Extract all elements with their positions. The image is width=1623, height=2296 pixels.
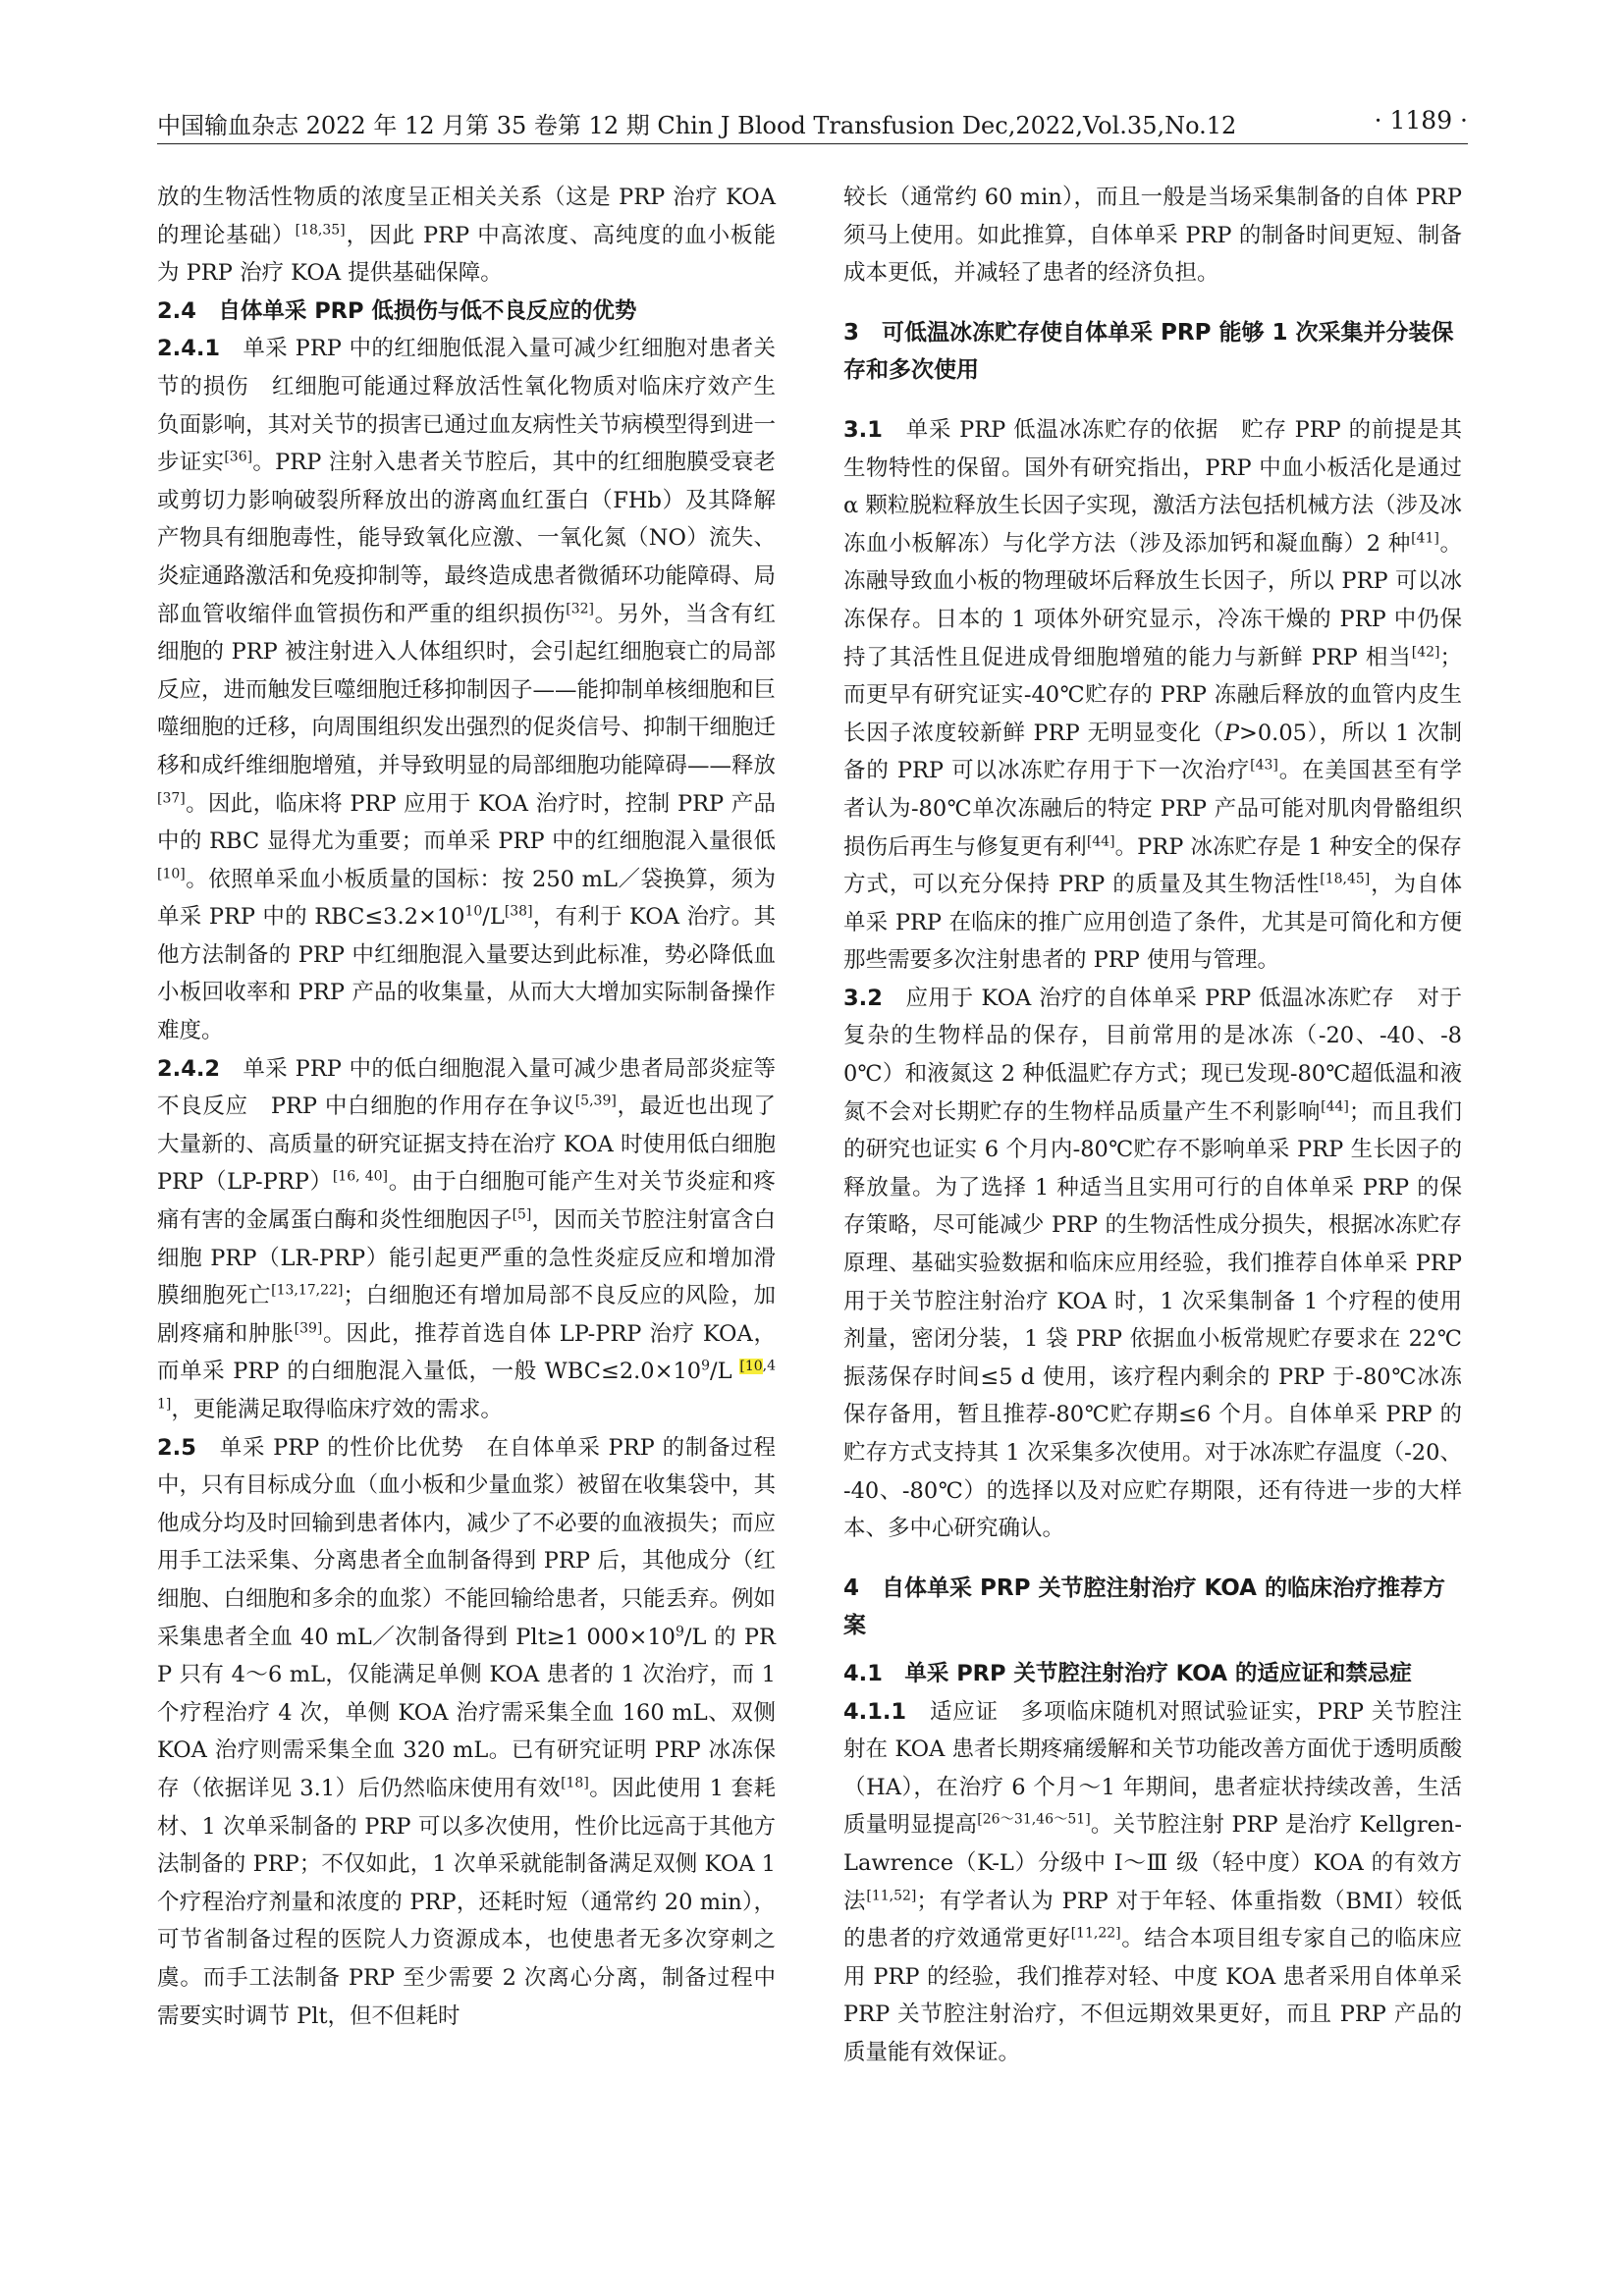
superscript: 9 <box>701 1358 711 1374</box>
citation: [39] <box>294 1320 323 1337</box>
subsection-heading: 应用于 KOA 治疗的自体单采 PRP 低温冰冻贮存 <box>882 985 1418 1011</box>
citation: [16, 40] <box>332 1168 389 1185</box>
page-number: · 1189 · <box>1374 106 1468 134</box>
citation: [11,22] <box>1070 1925 1121 1942</box>
subsection-number: 3.2 <box>843 985 883 1011</box>
subsection-heading: 单采 PRP 中的红细胞低混入量可减少红细胞对患者关节的损伤 <box>157 336 776 400</box>
superscript: 9 <box>675 1624 684 1640</box>
paragraph-3-2: 3.2 应用于 KOA 治疗的自体单采 PRP 低温冰冻贮存 对于复杂的生物样品的保存，目前常用的是冰冻（-20、-40、-80℃）和液氮这 2 种低温贮存方式；现已发现-80℃超低温和液氮不会对长期贮存的生物样品质量产生不利影响[44]；而且我们的研究也证实 6 个月内-80℃贮存不影响单采 PRP 生长因子的释放量。为了选择 1 种适当且实用可行的自体单采 PRP 的保存策略，尽可能减少 PRP 的生物活性成分损失，根据冰冻贮存原理、基础实验数据和临床应用经验，我们推荐自体单采 PRP 用于关节腔注射治疗 KOA 时，1 次采集制备 1 个疗程的使用剂量，密闭分装，1 袋 PRP 依据血小板常规贮存要求在 22℃振荡保存时间≤5 d 使用，该疗程内剩余的 PRP 于-80℃冰冻保存备用，暂且推荐-80℃贮存期≤6 个月。自体单采 PRP 的贮存方式支持其 1 次采集多次使用。对于冰冻贮存温度（-20、-40、-80℃）的选择以及对应贮存期限，还有待进一步的大样本、多中心研究确认。 <box>843 985 1462 1542</box>
header-rule <box>157 143 1468 144</box>
subsection-heading: 单采 PRP 的性价比优势 <box>195 1434 487 1461</box>
citation: [38] <box>504 903 533 920</box>
citation: [18,35] <box>295 222 346 239</box>
subsection-number: 2.4.1 <box>157 336 221 362</box>
journal-citation-line: 中国输血杂志 2022 年 12 月第 35 卷第 12 期 Chin J Blood Transfusion Dec,2022,Vol.35,No.12 <box>157 112 1237 139</box>
citation: [10] <box>157 866 186 882</box>
subsection-number: 3.1 <box>843 416 883 443</box>
paragraph-2-5: 2.5 单采 PRP 的性价比优势 在自体单采 PRP 的制备过程中，只有目标成分血（血小板和少量血浆）被留在收集袋中，其他成分均及时回输到患者体内，减少了不必要的血液损失；而应用手工法采集、分离患者全血制备得到 PRP 后，其他成分（红细胞、白细胞和多余的血浆）不能回输给患者，只能丢弃。例如采集患者全血 40 mL／次制备得到 Plt≥1 $000\times 10^9/L$ 的 PRP 只有 4～6 mL，仅能满足单侧 KOA 患者的 1 次治疗，而 1 个疗程治疗 4 次，单侧 KOA 治疗需采集全血 160 mL、双侧 KOA 治疗则需采集全血 320 mL。已有研究证明 PRP 冰冻保存（依据详见 3.1）后仍然临床使用有效[18]。因此使用 1 套耗材、1 次单采制备的 PRP 可以多次使用，性价比远高于其他方法制备的 PRP；不仅如此，1 次单采就能制备满足双侧 KOA 1 个疗程治疗剂量和浓度的 PRP，还耗时短（通常约 20 min），可节省制备过程的医院人力资源成本，也使患者无多次穿刺之虞。而手工法制备 PRP 至少需要 2 次离心分离，制备过程中需要实时调节 Plt，但不但耗时 <box>157 1434 777 2029</box>
running-header <box>157 106 1468 145</box>
subsection-number: 4.1.1 <box>843 1698 907 1725</box>
citation: [42] <box>1411 644 1440 661</box>
superscript: 10 <box>464 903 483 920</box>
citation: [44] <box>1321 1098 1349 1115</box>
subsection-heading: 适应证 <box>906 1698 1021 1725</box>
section-heading-4: 4 自体单采 PRP 关节腔注射治疗 KOA 的临床治疗推荐方案 <box>843 1575 1445 1639</box>
paragraph: 放的生物活性物质的浓度呈正相关关系（这是 PRP 治疗 KOA 的理论基础）[18,35]，因此 PRP 中高浓度、高纯度的血小板能为 PRP 治疗 KOA 提供基础保障。 <box>157 185 776 287</box>
section-heading-2-4: 2.4 自体单采 PRP 低损伤与低不良反应的优势 <box>157 297 637 324</box>
citation: [18,45] <box>1320 871 1371 887</box>
highlight-mark: [10 <box>739 1358 763 1374</box>
paragraph-4-1-1: 4.1.1 适应证 多项临床随机对照试验证实，PRP 关节腔注射在 KOA 患者长期疼痛缓解和关节功能改善方面优于透明质酸（HA），在治疗 6 个月～1 年期间，患者症状持续改善，生活质量明显提高[26～31,46～51]。关节腔注射 PRP 是治疗 Kellgren-Lawrence（K-L）分级中 Ⅰ～Ⅲ 级（轻中度）KOA 的有效方法[11,52]；有学者认为 PRP 对于年轻、体重指数（BMI）较低的患者的疗效通常更好[11,22]。结合本项目组专家自己的临床应用 PRP 的经验，我们推荐对轻、中度 KOA 患者采用自体单采 PRP 关节腔注射治疗，不但远期效果更好，而且 PRP 产品的质量能有效保证。 <box>843 1698 1462 2065</box>
left-column <box>157 179 776 2035</box>
paragraph-2-4-1: 2.4.1 单采 PRP 中的红细胞低混入量可减少红细胞对患者关节的损伤 红细胞可能通过释放活性氧化物质对临床疗效产生负面影响，其对关节的损害已通过血友病性关节病模型得到进一步证实[36]。PRP 注射入患者关节腔后，其中的红细胞膜受衰老或剪切力影响破裂所释放出的游离血红蛋白（FHb）及其降解产物具有细胞毒性，能导致氧化应激、一氧化氮（NO）流失、炎症通路激活和免疫抑制等，最终造成患者微循环功能障碍、局部血管收缩伴血管损伤和严重的组织损伤[32]。另外，当含有红细胞的 PRP 被注射进入人体组织时，会引起红细胞衰亡的局部反应，进而触发巨噬细胞迁移抑制因子——能抑制单核细胞和巨噬细胞的迁移，向周围组织发出强烈的促炎信号、抑制干细胞迁移和成纤维细胞增殖，并导致明显的局部细胞功能障碍——释放[37]。因此，临床将 PRP 应用于 KOA 治疗时，控制 PRP 产品中的 RBC 显得尤为重要；而单采 PRP 中的红细胞混入量很低[10]。依照单采血小板质量的国标：按 250 mL／袋换算，须为单采 PRP 中的 $RBC\le 3.2\times 10^{10}/L[38]$，有利于 KOA 治疗。其他方法制备的 PRP 中红细胞混入量要达到此标准，势必降低血小板回收率和 PRP 产品的收集量，从而大大增加实际制备操作难度。 <box>157 336 777 1044</box>
citation: [13,17,22] <box>271 1282 344 1299</box>
right-column <box>843 179 1462 2072</box>
p-value-symbol: P <box>1223 720 1239 746</box>
paragraph-3-1: 3.1 单采 PRP 低温冰冻贮存的依据 贮存 PRP 的前提是其生物特性的保留。国外有研究指出，PRP 中血小板活化是通过 α 颗粒脱粒释放生长因子实现，激活方法包括机械方法（涉及冰冻血小板解冻）与化学方法（涉及添加钙和凝血酶）2 种[41]。冻融导致血小板的物理破坏后释放生长因子，所以 PRP 可以冰冻保存。日本的 1 项体外研究显示，冷冻干燥的 PRP 中仍保持了其活性且促进成骨细胞增殖的能力与新鲜 PRP 相当[42]；而更早有研究证实-40℃贮存的 PRP 冻融后释放的血管内皮生长因子浓度较新鲜 PRP 无明显变化（P>0.05），所以 1 次制备的 PRP 可以冰冻贮存用于下一次治疗[43]。在美国甚至有学者认为-80℃单次冻融后的特定 PRP 产品可能对肌肉骨骼组织损伤后再生与修复更有利[44]。PRP 冰冻贮存是 1 种安全的保存方式，可以充分保持 PRP 的质量及其生物活性[18,45]，为自体单采 PRP 在临床的推广应用创造了条件，尤其是可简化和方便那些需要多次注射患者的 PRP 使用与管理。 <box>843 416 1462 974</box>
section-heading-3: 3 可低温冰冻贮存使自体单采 PRP 能够 1 次采集并分装保存和多次使用 <box>843 319 1454 384</box>
subsection-number: 2.5 <box>157 1434 196 1461</box>
citation: [18] <box>561 1775 589 1791</box>
paragraph-2-4-2: 2.4.2 单采 PRP 中的低白细胞混入量可减少患者局部炎症等不良反应 PRP 中白细胞的作用存在争议[5,39]，最近也出现了大量新的、高质量的研究证据支持在治疗 KOA 时使用低白细胞 PRP（LP-PRP）[16, 40]。由于白细胞可能产生对关节炎症和疼痛有害的金属蛋白酶和炎性细胞因子[5]，因而关节腔注射富含白细胞 PRP（LR-PRP）能引起更严重的急性炎症反应和增加滑膜细胞死亡[13,17,22]；白细胞还有增加局部不良反应的风险，加剧疼痛和肿胀[39]。因此，推荐首选自体 LP-PRP 治疗 KOA，而单采 PRP 的白细胞混入量低，一般 $WBC\le 2.0\times 10^9/L$ [10,41]，更能满足取得临床疗效的需求。 <box>157 1055 776 1422</box>
subsection-heading: 单采 PRP 低温冰冻贮存的依据 <box>882 416 1242 443</box>
citation-highlighted: [10,41] <box>157 1358 776 1413</box>
citation: [5] <box>512 1206 532 1223</box>
citation: [26～31,46～51] <box>977 1811 1091 1828</box>
paragraph: 较长（通常约 60 min），而且一般是当场采集制备的自体 PRP 须马上使用。如此推算，自体单采 PRP 的制备时间更短、制备成本更低，并减轻了患者的经济负担。 <box>843 185 1462 287</box>
citation: [41] <box>1411 530 1439 547</box>
citation: [43] <box>1250 757 1278 774</box>
citation: [11,52] <box>866 1888 917 1904</box>
citation: [32] <box>566 601 594 617</box>
subsection-heading: 单采 PRP 中的低白细胞混入量可减少患者局部炎症等不良反应 <box>157 1055 776 1120</box>
citation: [37] <box>157 790 186 806</box>
citation: [5,39] <box>574 1093 617 1109</box>
subsection-number: 2.4.2 <box>157 1055 221 1082</box>
citation: [36] <box>224 449 253 465</box>
citation: [44] <box>1086 833 1115 849</box>
section-heading-4-1: 4.1 单采 PRP 关节腔注射治疗 KOA 的适应证和禁忌症 <box>843 1660 1412 1686</box>
